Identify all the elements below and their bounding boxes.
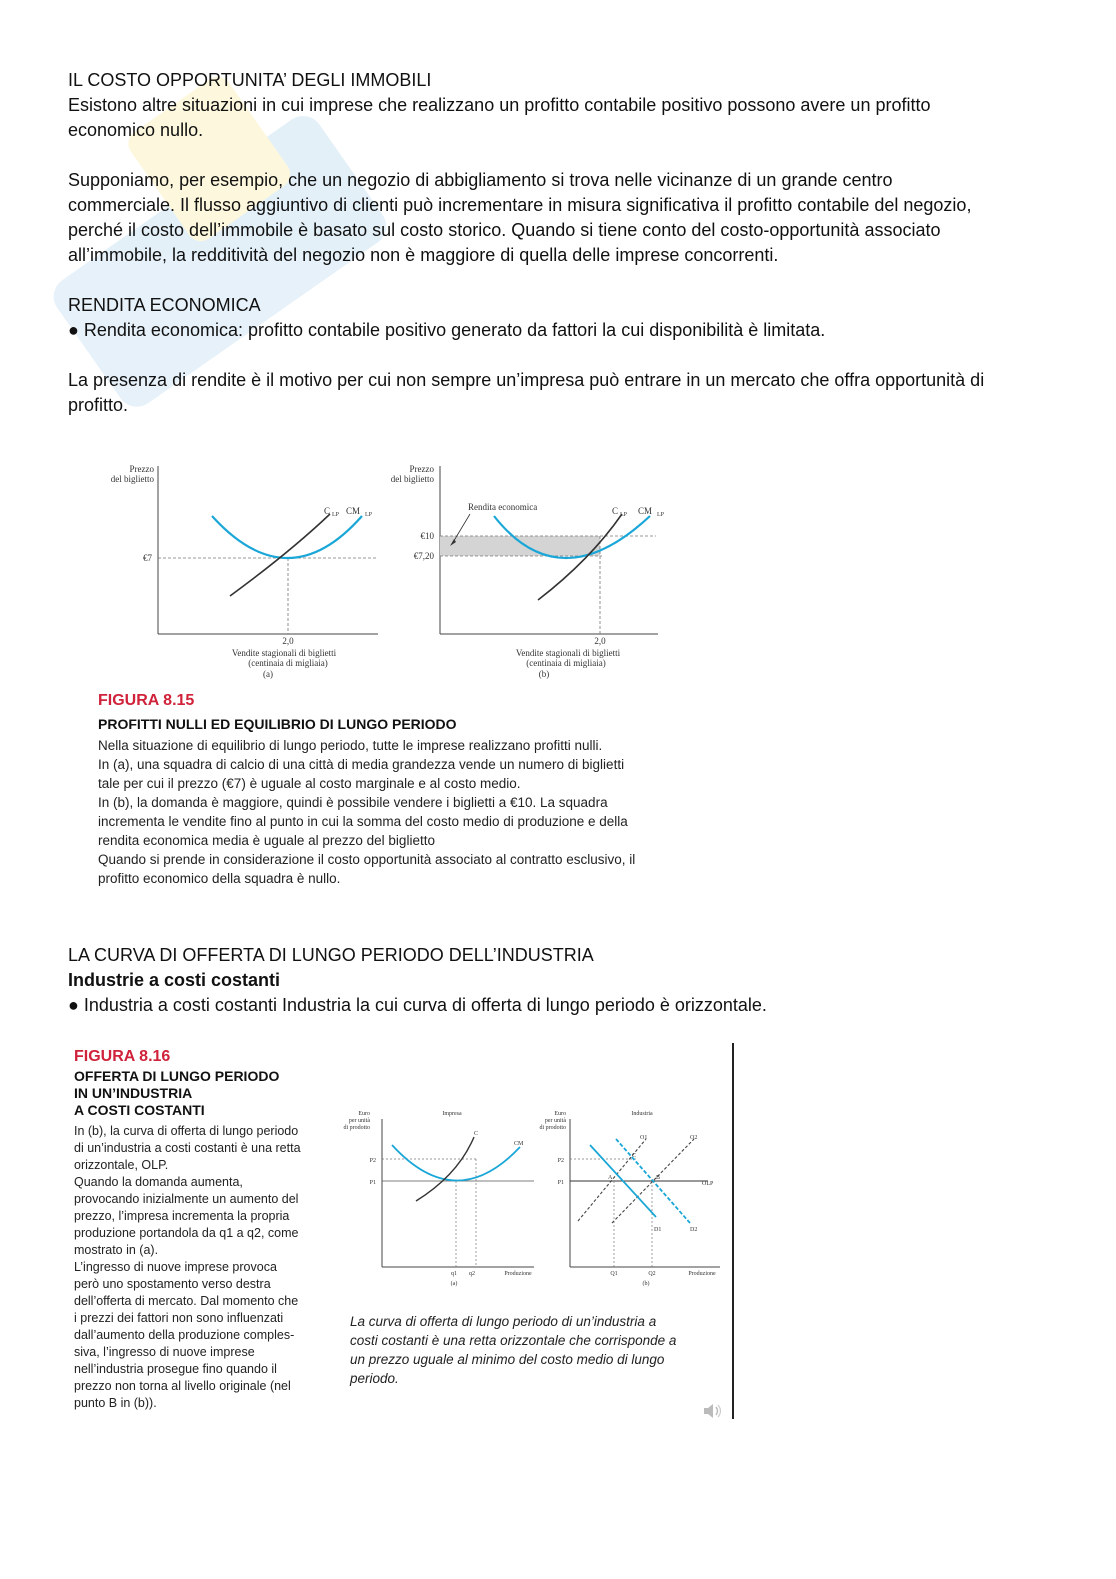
figure-border xyxy=(732,1043,734,1419)
p2-impresa: P2 xyxy=(369,1158,376,1164)
figure-8-15-subtitle: PROFITTI NULLI ED EQUILIBRIO DI LUNGO PERIODO xyxy=(98,716,457,732)
side-line: i prezzi dei fattori non sono influenzati xyxy=(74,1311,284,1325)
ylabel-industria-1: Euro xyxy=(554,1111,566,1117)
side-line: dall’aumento della produzione comples- xyxy=(74,1328,295,1342)
caption-line: incrementa le vendite fino al punto in cui la somma del costo medio di produzione e della xyxy=(98,814,628,829)
xlabel-a-2: (centinaia di migliaia) xyxy=(248,658,328,668)
figure-8-16-charts xyxy=(340,1105,730,1295)
paragraph-line: perché il costo dell’immobile è basato sul costo storico. Quando si tiene conto del costo-opportunità associato xyxy=(68,220,941,240)
side-line: provocando inizialmente un aumento del xyxy=(74,1192,299,1206)
figure-8-15-charts xyxy=(90,460,710,690)
xlabel-impresa: Produzione xyxy=(504,1271,532,1277)
side-line: però uno spostamento verso destra xyxy=(74,1277,271,1291)
panel-industria xyxy=(540,1111,721,1287)
Q1-industria: Q1 xyxy=(610,1271,618,1277)
caption-line: In (b), la domanda è maggiore, quindi è possibile vendere i biglietti a €10. La squadra xyxy=(98,795,608,810)
xlabel-a-1: Vendite stagionali di biglietti xyxy=(231,648,337,658)
x-tick-a: 2,0 xyxy=(282,636,294,646)
label-cm-a: CM xyxy=(346,506,361,516)
bottom-caption-line: costi costanti è una retta orizzontale che corrisponde a xyxy=(350,1333,677,1348)
ylabel-a-2: del biglietto xyxy=(110,474,154,484)
c-curve-impresa xyxy=(416,1137,474,1201)
label-c-sub-b: LP xyxy=(620,512,628,518)
q1-impresa: q1 xyxy=(451,1271,457,1277)
label-olp: OLP xyxy=(702,1181,714,1187)
figure-8-15-title: FIGURA 8.15 xyxy=(98,692,195,709)
ylabel-impresa-3: di prodotto xyxy=(343,1125,370,1131)
bottom-caption-line: un prezzo uguale al minimo del costo medio di lungo xyxy=(350,1352,665,1367)
label-cm-impresa: CM xyxy=(514,1141,524,1147)
ylabel-impresa-1: Euro xyxy=(358,1111,370,1117)
figure-8-16-bottom-caption xyxy=(350,1312,725,1388)
label-d2: D2 xyxy=(690,1227,698,1233)
panel-impresa xyxy=(344,1111,535,1287)
caption-line: In (a), una squadra di calcio di una città di media grandezza vende un numero di biglietti xyxy=(98,757,625,772)
cm-curve-impresa xyxy=(392,1145,520,1181)
heading-rendita-economica: RENDITA ECONOMICA xyxy=(68,295,261,315)
bottom-caption-line: periodo. xyxy=(350,1371,399,1386)
speaker-icon[interactable] xyxy=(702,1402,724,1420)
side-line: prezzo, l’impresa incrementa la propria xyxy=(74,1209,290,1223)
section-costo-opportunita xyxy=(68,68,1068,418)
figure-8-16-subtitle-1: OFFERTA DI LUNGO PERIODO xyxy=(74,1068,280,1084)
paragraph-line: profitto. xyxy=(68,395,129,415)
title-industria: Industria xyxy=(631,1111,653,1117)
label-point-b: B xyxy=(656,1175,661,1181)
label-o2: O2 xyxy=(690,1135,698,1141)
rent-label: Rendita economica xyxy=(468,502,538,512)
label-cm-b: CM xyxy=(638,506,653,516)
paragraph-line: all’immobile, la redditività del negozio non è maggiore di quella delle imprese concorrenti. xyxy=(68,245,779,265)
figure-8-16-subtitle-2: IN UN’INDUSTRIA xyxy=(74,1085,193,1101)
label-cm-sub-a: LP xyxy=(365,512,373,518)
label-o1: O1 xyxy=(640,1135,648,1141)
xlabel-b-1: Vendite stagionali di biglietti xyxy=(515,648,621,658)
caption-line: Nella situazione di equilibrio di lungo periodo, tutte le imprese realizzano profitti nulli. xyxy=(98,738,603,753)
paragraph-line: Esistono altre situazioni in cui imprese che realizzano un profitto contabile positivo possono avere un profitto xyxy=(68,95,931,115)
side-line: orizzontale, OLP. xyxy=(74,1158,169,1172)
c-lp-curve-a xyxy=(230,514,330,596)
panel-label-b: (b) xyxy=(538,669,550,679)
label-c-impresa: C xyxy=(474,1131,479,1137)
heading-curva-offerta: LA CURVA DI OFFERTA DI LUNGO PERIODO DELL’INDUSTRIA xyxy=(68,945,594,965)
side-line: mostrato in (a). xyxy=(74,1243,159,1257)
xlabel-b-2: (centinaia di migliaia) xyxy=(526,658,606,668)
side-line: punto B in (b)). xyxy=(74,1396,157,1410)
label-c-b: C xyxy=(612,506,619,516)
side-line: nell’industria prosegue fino quando il xyxy=(74,1362,277,1376)
caption-line: Quando si prende in considerazione il costo opportunità associato al contratto esclusivo, il xyxy=(98,852,636,867)
heading-costo-opportunita: IL COSTO OPPORTUNITA’ DEGLI IMMOBILI xyxy=(68,70,432,90)
paragraph-line: Supponiamo, per esempio, che un negozio di abbigliamento si trova nelle vicinanze di un grande centro xyxy=(68,170,893,190)
label-d1: D1 xyxy=(654,1227,662,1233)
p1-impresa: P1 xyxy=(369,1180,376,1186)
paragraph-line: economico nullo. xyxy=(68,120,204,140)
label-c-a: C xyxy=(324,506,331,516)
caption-line: rendita economica media è uguale al prezzo del biglietto xyxy=(98,833,435,848)
title-impresa: Impresa xyxy=(442,1111,462,1117)
subheading-costi-costanti: Industrie a costi costanti xyxy=(68,970,281,990)
side-line: Quando la domanda aumenta, xyxy=(74,1175,243,1189)
label-point-a: A xyxy=(608,1175,613,1181)
panel-label-a: (a) xyxy=(263,669,273,679)
xlabel-industria: Produzione xyxy=(688,1271,716,1277)
ylabel-industria-2: per unità xyxy=(544,1118,566,1124)
p1-industria: P1 xyxy=(557,1180,564,1186)
figure-8-15-caption xyxy=(98,692,698,888)
side-line: di un’industria a costi costanti è una retta xyxy=(74,1141,301,1155)
caption-line: profitto economico della squadra è nullo. xyxy=(98,871,341,886)
label-point-c: C xyxy=(632,1153,637,1159)
figure-8-16-title: FIGURA 8.16 xyxy=(74,1048,171,1065)
panel-label-impresa: (a) xyxy=(450,1281,458,1287)
side-line: siva, l’ingresso di nuove imprese xyxy=(74,1345,255,1359)
figure-8-16-subtitle-3: A COSTI COSTANTI xyxy=(74,1102,205,1118)
bottom-caption-line: La curva di offerta di lungo periodo di un’industria a xyxy=(350,1314,657,1329)
price-tick-b-low: €7,20 xyxy=(413,551,434,561)
bullet-rendita: ● Rendita economica: profitto contabile positivo generato da fattori la cui disponibilità è limitata. xyxy=(68,320,826,340)
x-tick-b: 2,0 xyxy=(594,636,606,646)
side-line: prezzo non torna al livello originale (nel xyxy=(74,1379,291,1393)
label-c-sub-a: LP xyxy=(332,512,340,518)
price-tick-b-high: €10 xyxy=(420,531,434,541)
panel-b xyxy=(391,464,665,679)
ylabel-b-1: Prezzo xyxy=(409,464,434,474)
paragraph-line: commerciale. Il flusso aggiuntivo di clienti può incrementare in misura significativa il profitto contabile del negozio, xyxy=(68,195,972,215)
paragraph-line: La presenza di rendite è il motivo per cui non sempre un’impresa può entrare in un mercato che offra opportunità di xyxy=(68,370,985,390)
ylabel-impresa-2: per unità xyxy=(348,1118,370,1124)
rent-area xyxy=(440,536,600,556)
ylabel-b-2: del biglietto xyxy=(390,474,434,484)
ylabel-a-1: Prezzo xyxy=(129,464,154,474)
q2-impresa: q2 xyxy=(469,1271,475,1277)
ylabel-industria-3: di prodotto xyxy=(539,1125,566,1131)
side-line: L’ingresso di nuove imprese provoca xyxy=(74,1260,277,1274)
Q2-industria: Q2 xyxy=(648,1271,656,1277)
p2-industria: P2 xyxy=(557,1158,564,1164)
side-line: In (b), la curva di offerta di lungo periodo xyxy=(74,1124,299,1138)
figure-8-16-side-caption xyxy=(74,1048,339,1412)
panel-label-industria: (b) xyxy=(642,1281,650,1287)
section-curva-offerta xyxy=(68,943,1068,1018)
side-line: produzione portandola da q1 a q2, come xyxy=(74,1226,299,1240)
caption-line: tale per cui il prezzo (€7) è uguale al costo marginale e al costo medio. xyxy=(98,776,521,791)
bullet-costi-costanti: ● Industria a costi costanti Industria la cui curva di offerta di lungo periodo è orizzontale. xyxy=(68,995,767,1015)
label-cm-sub-b: LP xyxy=(657,512,665,518)
panel-a xyxy=(111,464,378,679)
side-line: dell’offerta di mercato. Dal momento che xyxy=(74,1294,299,1308)
price-tick-a: €7 xyxy=(143,553,152,563)
